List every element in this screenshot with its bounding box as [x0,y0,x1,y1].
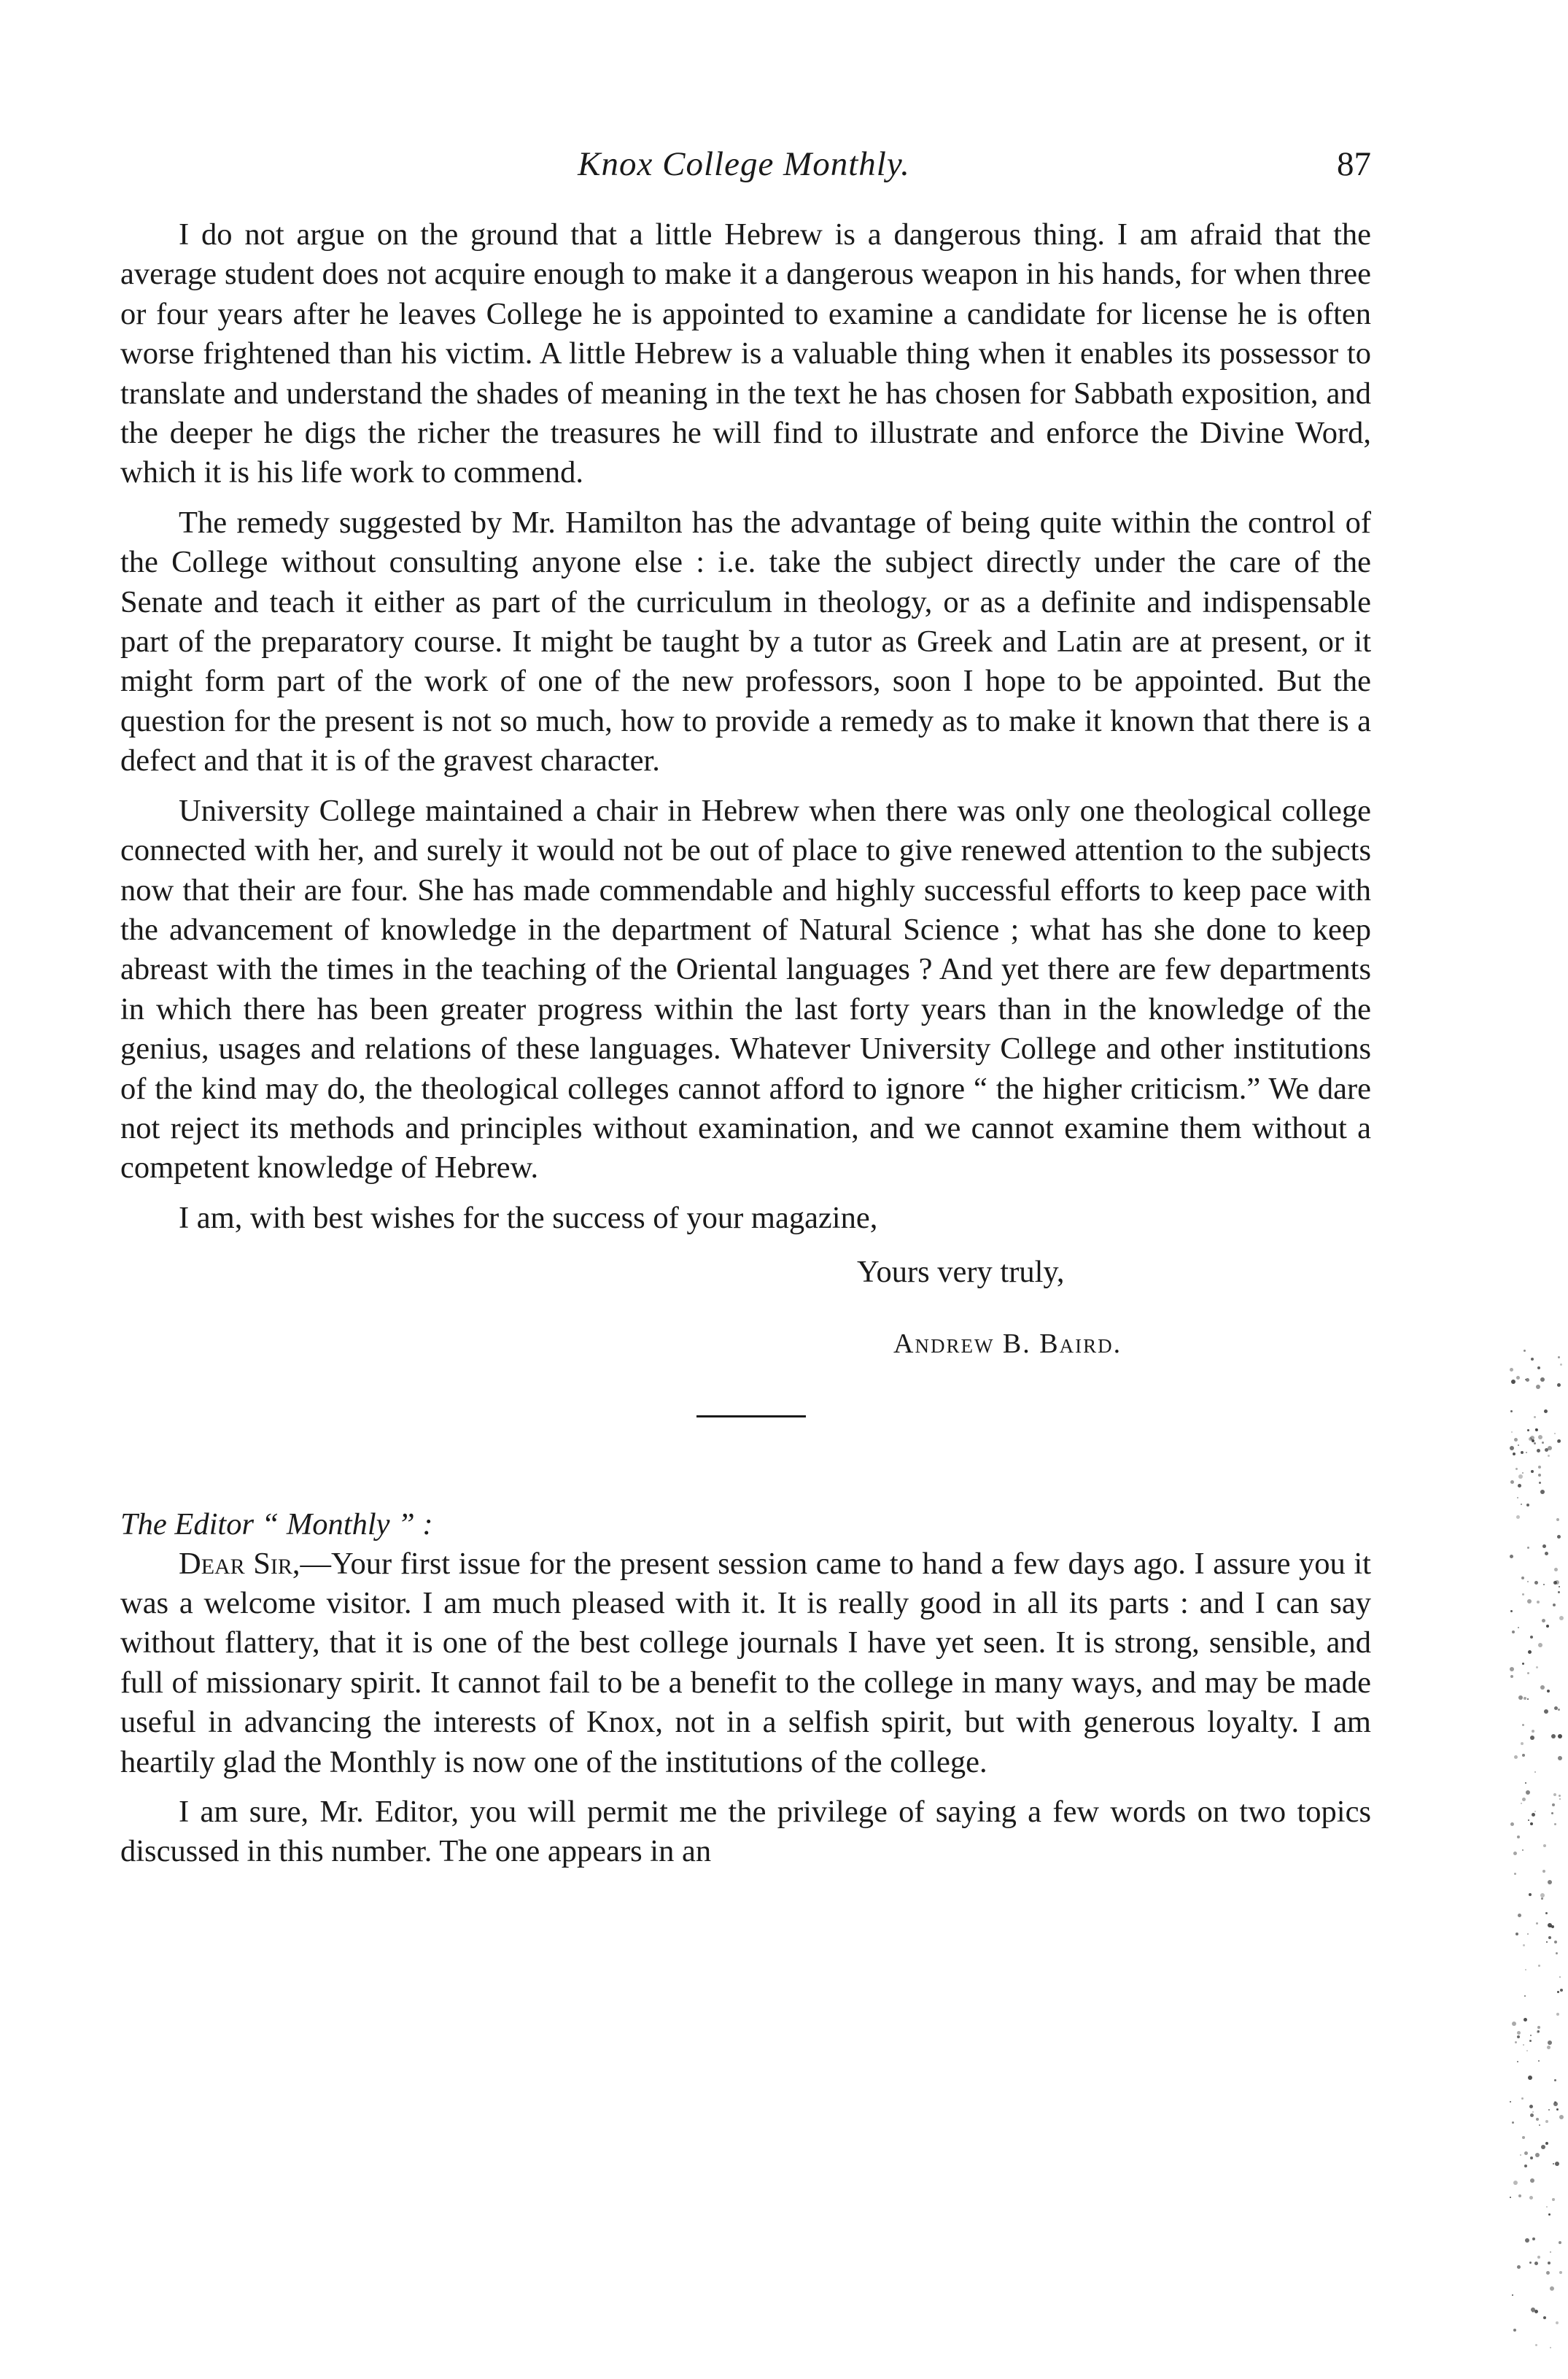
scan-speck [1510,1410,1513,1412]
scan-speck [1529,1437,1532,1441]
scan-speck [1554,1941,1557,1943]
scan-speck [1518,1627,1519,1628]
scan-speck [1559,1976,1561,1978]
scan-speck [1527,1547,1529,1549]
scan-speck [1556,2108,1559,2111]
scan-speck [1529,1893,1532,1896]
scan-speck [1535,2153,1540,2157]
scan-speck [1514,1755,1518,1759]
scan-speck [1539,2124,1540,2126]
scan-speck [1521,1504,1522,1505]
scan-speck [1552,2198,1555,2201]
scan-speck [1557,1535,1561,1539]
scan-speck [1517,2035,1520,2038]
scan-speck [1532,2111,1534,2113]
scan-speck [1555,1580,1559,1585]
scan-speck [1546,1941,1548,1943]
scan-speck [1522,1663,1524,1665]
scan-speck [1559,1798,1561,1800]
scan-speck [1540,1685,1545,1690]
scan-speck [1510,1446,1514,1450]
scan-speck [1528,2076,1532,2080]
scan-speck [1515,1933,1518,1935]
scan-speck [1538,1643,1542,1647]
scan-speck [1548,1880,1552,1884]
scan-speck [1548,2040,1552,2045]
scan-speck [1525,1969,1526,1970]
scan-speck [1545,1552,1548,1555]
scan-speck [1546,2206,1548,2208]
scan-speck [1552,1803,1555,1806]
scan-speck [1558,1734,1562,1738]
scan-speck [1560,1363,1562,1366]
scan-speck [1551,1812,1553,1814]
scan-speck [1522,1754,1525,1757]
scan-speck [1521,1577,1524,1579]
scan-speck [1521,1803,1522,1804]
scan-speck [1537,1366,1540,1369]
scan-speck [1554,1568,1558,1571]
scan-speck [1554,2101,1556,2103]
scan-speck [1518,2194,1521,2197]
scan-speck [1560,1989,1563,1992]
scan-speck [1558,1591,1560,1593]
scan-speck [1522,1472,1524,1474]
scan-speck [1543,1584,1545,1585]
scan-speck [1556,2013,1559,2016]
scan-speck [1528,1819,1529,1821]
scan-speck [1513,2181,1518,2185]
scan-speck [1511,1431,1513,1433]
scan-speck [1516,1376,1520,1380]
scan-speck [1548,1936,1551,1939]
paragraph: I do not argue on the ground that a little Hebrew is a dangerous thing. I am afraid that the average student does not acquire enough to make it a dangerous weapon in his hands, for when three or four years after he leaves College he is appointed to examine a candidate for license he is often worse frightened than his victim. A little Hebrew is a valuable thing when it enables its possessor to translate and understand the shades of meaning in the text he has chosen for Sabbath exposition, and the deeper he digs the richer the treasures he will find to illustrate and enforce the Divine Word, which it is his life work to commend. [120,217,1371,490]
scan-speck [1536,2118,1539,2121]
scan-speck [1548,2262,1550,2264]
scan-speck [1522,2136,1525,2139]
scan-speck [1558,1709,1560,1711]
scan-speck [1513,2329,1516,2332]
scan-speck [1521,1742,1524,1745]
scan-speck [1510,1480,1514,1484]
scan-speck [1535,2344,1537,2346]
running-title: Knox College Monthly. [578,145,910,183]
scan-speck [1545,1912,1548,1914]
scan-speck [1513,1852,1517,1855]
scan-speck [1553,1793,1556,1796]
scan-speck [1536,1385,1540,1389]
scan-speck [1555,2162,1559,2166]
scan-speck [1541,1898,1543,1900]
scan-speck [1534,2262,1538,2265]
scan-speck [1537,2256,1540,2259]
scan-speck [1510,1610,1513,1612]
scan-speck [1512,2022,1516,2026]
scan-speck [1530,1822,1533,1825]
scan-speck [1545,2120,1548,2123]
scan-speck [1511,1380,1515,1384]
scan-speck [1537,1601,1540,1604]
scan-speck [1510,1667,1514,1671]
scan-speck [1512,1631,1515,1633]
scan-speck [1522,1798,1526,1801]
scan-speck [1527,1599,1532,1604]
scan-speck [1532,1730,1534,1733]
scan-speck [1550,2286,1554,2291]
scan-speck [1542,1870,1545,1873]
scan-speck [1537,2026,1540,2029]
scan-speck [1556,2321,1559,2324]
scan-speck [1518,1695,1523,1700]
scan-speck [1510,2101,1511,2103]
scan-speck [1548,2109,1550,2111]
scan-speck [1550,2251,1551,2253]
scan-speck [1526,1452,1527,1453]
scan-speck [1532,1813,1535,1817]
scan-speck [1538,1474,1541,1477]
scan-speck [1510,1555,1513,1558]
scan-speck [1548,1455,1550,1457]
scan-speck [1524,2018,1527,2022]
paragraph: University College maintained a chair in Hebrew when there was only one theological college connected with her, and surely it would not be out of place to give renewed attention to the subjects now that their are four. She has made commendable and highly successful efforts to keep pace with the advancement of knowledge in the department of Natural Science ; what has she done to keep abreast with the times in the teaching of the Oriental languages ? And yet there are few departments in which there has been greater progress within the last forty years than in the knowledge of the genius, usages and relations of these languages. Whatever University College and other institutions of the kind may do, the theological colleges cannot afford to ignore “ the higher criticism.” We dare not reject its methods and principles without examination, and we cannot examine them without a competent knowledge of Hebrew. [120,793,1371,1185]
scan-speck [1521,1451,1524,1454]
scan-speck [1524,1697,1526,1700]
scan-speck [1528,1650,1532,1654]
scan-speck [1554,2079,1556,2081]
scan-speck [1526,2050,1528,2051]
scan-speck [1512,2121,1514,2124]
scan-speck [1517,1497,1518,1498]
scan-speck [1518,1474,1523,1479]
letter-closing: I am, with best wishes for the success of your magazine, [179,1200,878,1235]
scan-speck [1532,2237,1535,2240]
scan-speck [1534,1416,1536,1418]
body-text [120,215,1371,1872]
scan-speck [1510,2197,1511,2198]
greeting: Dear Sir, [179,1546,300,1581]
scan-speck [1538,1435,1542,1439]
scan-speck [1526,1790,1530,1795]
scan-speck [1529,2040,1532,2042]
scan-speck [1531,2308,1535,2312]
scan-speck [1539,1482,1541,1484]
scan-speck [1548,1446,1552,1450]
scan-speck [1534,1811,1536,1812]
scan-speck [1530,2113,1534,2117]
scan-speck [1546,2271,1550,2275]
scan-speck [1542,1442,1544,1444]
scan-speck [1559,2115,1564,2119]
scan-speck [1559,1586,1560,1587]
scan-speck [1550,2347,1551,2348]
scan-speck [1530,2035,1532,2036]
scan-speck [1559,1616,1564,1620]
scan-speck [1559,1795,1561,1797]
scan-speck [1529,2105,1533,2108]
scan-speck [1556,1952,1558,1954]
scan-speck [1527,1698,1529,1700]
scan-speck [1526,1504,1529,1506]
scan-speck [1531,1358,1534,1361]
scan-speck [1524,2151,1528,2155]
scan-speck [1546,1625,1549,1628]
scan-speck [1529,2262,1532,2264]
scan-speck [1515,1468,1518,1470]
scan-speck [1518,1914,1521,1917]
scan-speck [1554,1433,1556,1434]
scan-speck [1526,1378,1529,1382]
scan-speck [1510,1368,1513,1372]
scan-speck [1517,2061,1518,2062]
scan-speck [1544,1709,1548,1714]
scan-speck [1520,2154,1521,2156]
scan-speck [1547,1690,1550,1693]
scan-speck [1559,2271,1562,2274]
paragraph: The remedy suggested by Mr. Hamilton has the advantage of being quite within the control of the College without consulting anyone else : i.e. take the subject directly under the care of the Senate and teach it either as part of the curriculum in theology, or as a definite and indispensable part of the preparatory course. It might be taught by a tutor as Greek and Latin are at present, or it might form part of the work of one of the new professors, soon I hope to be appointed. But the question for the present is not so much, how to provide a remedy as to make it known that there is a defect and that it is of the gravest character. [120,505,1371,778]
scan-speck [1510,1822,1514,1826]
paragraph-text: —Your first issue for the present session came to hand a few days ago. I assure you it was a welcome visitor. I am much pleased with it. It is really good in all its parts : and I can say without flattery, that it is one of the best college journals I have yet seen. It is strong, sensible, and full of missionary spirit. It cannot fail to be a benefit to the college in many ways, and may be made useful in advancing the interests of Knox, not in a selfish spirit, but with generous loyalty. I am heartily glad the Monthly is now one of the institutions of the college. [120,1546,1371,1779]
scan-speck [1557,1439,1561,1443]
section-divider [696,1415,806,1417]
page-header [117,139,1371,190]
paragraph: I am sure, Mr. Editor, you will permit me the privilege of saying a few words on two topics discussed in this number. The one appears in an [120,1795,1371,1869]
scan-speck [1516,1515,1520,1519]
scan-speck [1535,1428,1537,1431]
scan-speck [1517,2031,1521,2035]
signature: Andrew B. Baird. [893,1328,1122,1360]
scan-speck [1527,1933,1529,1935]
scan-speck [1534,1442,1536,1444]
scan-speck [1517,1835,1520,1838]
scan-speck [1513,1452,1515,1455]
scan-speck [1536,1666,1538,1668]
scan-speck [1530,2178,1534,2183]
scan-speck [1524,1350,1526,1352]
scan-speck [1553,1604,1556,1606]
scan-speck [1522,1593,1524,1595]
scan-speck [1525,1782,1526,1784]
scan-speck [1531,1470,1534,1473]
letter-salutation: The Editor “ Monthly ” : [120,1506,433,1541]
scan-speck [1510,1675,1513,1678]
scan-speck [1534,1581,1538,1585]
scan-speck [1536,1922,1538,1925]
scan-speck [1543,2316,1546,2319]
scan-speck [1543,1844,1546,1847]
scan-speck [1534,1771,1536,1773]
scan-speck [1538,1965,1540,1967]
paragraph [120,1544,1371,1782]
scan-speck [1525,2238,1529,2243]
scan-speck [1530,2156,1533,2159]
page-number: 87 [1337,145,1371,183]
scan-speck [1529,2196,1533,2200]
scan-speck [1551,1734,1556,1738]
scan-speck [1557,1991,1559,1993]
scan-speck [1544,1409,1548,1413]
scan-speck [1530,1636,1533,1639]
scan-speck [1522,1724,1524,1726]
scan-speck [1537,1449,1540,1452]
scan-speck [1551,1925,1554,1928]
scan-speck [1524,1995,1526,1997]
scan-speck [1527,1581,1529,1582]
scan-speck [1547,2046,1550,2049]
scan-speck [1540,1490,1545,1494]
scan-speck [1553,2163,1554,2165]
scan-speck [1554,1823,1556,1825]
scan-speck [1514,1873,1516,1875]
scan-margin-artifact [1510,1350,1568,2371]
scan-speck [1522,1849,1524,1851]
scan-speck [1557,1383,1561,1387]
scan-speck [1548,2213,1550,2216]
scan-speck [1559,2241,1561,2244]
scan-speck [1514,1438,1518,1442]
scan-speck [1558,1356,1560,1358]
scan-speck [1538,2060,1540,2062]
scan-speck [1523,2044,1524,2046]
scan-speck [1538,1466,1541,1469]
scan-speck [1530,1736,1534,1740]
scan-speck [1515,2041,1517,2043]
scan-speck [1518,1484,1521,1488]
scan-speck [1523,1944,1525,1946]
scan-speck [1542,1619,1545,1622]
scan-speck [1542,1544,1546,1548]
scan-speck [1558,1756,1562,1760]
scan-speck [1556,1518,1559,1521]
scan-speck [1521,2097,1524,2100]
scan-speck [1512,2294,1513,2296]
scan-speck [1517,2265,1521,2269]
scan-speck [1540,1377,1545,1382]
scan-speck [1524,2165,1527,2167]
signoff: Yours very truly, [857,1255,1065,1290]
scan-speck [1527,1429,1529,1431]
scan-speck [1527,1672,1529,1674]
scan-speck [1541,2145,1545,2149]
scan-speck [1545,2142,1548,2145]
scan-speck [1518,1444,1519,1446]
scan-speck [1537,2030,1540,2032]
